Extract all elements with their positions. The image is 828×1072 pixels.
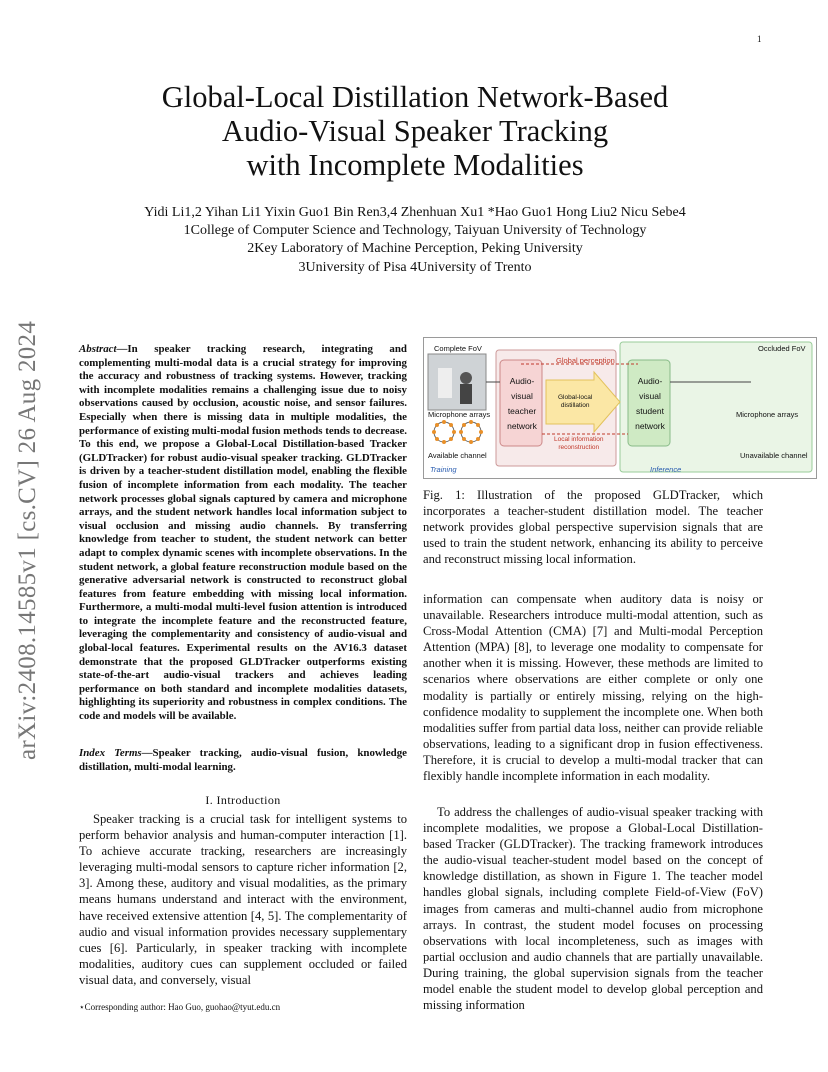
index-terms	[79, 747, 407, 774]
authors-line: Yidi Li1,2 Yihan Li1 Yixin Guo1 Bin Ren3,4 Zhenhuan Xu1 *Hao Guo1 Hong Liu2 Nicu Sebe4	[144, 205, 686, 220]
index-terms-text: —Speaker tracking, audio-visual fusion, knowledge distillation, multi-modal learning.	[79, 747, 407, 773]
page-number: 1	[757, 34, 762, 44]
index-terms-label: Index Terms	[79, 747, 142, 759]
teacher-label: Audio- visual teacher network	[507, 376, 537, 431]
person-head	[460, 372, 472, 384]
local-recon-label: Local information reconstruction	[554, 436, 604, 451]
mic-dots-left	[432, 420, 483, 444]
inference-label: Inference	[650, 465, 682, 474]
section-heading: I. Introduction	[205, 793, 281, 807]
figure-caption: Fig. 1: Illustration of the proposed GLDTracker, which incorporates a teacher-student distillation model. The teacher network provides global perspective supervision signals that are used to train the student network, enhancing its ability to perceive and reconstruct missing local information.	[423, 488, 763, 567]
arxiv-stamp: arXiv:2408.14585v1 [cs.CV] 26 Aug 2024	[14, 320, 41, 760]
occluded-fov-label: Occluded FoV	[758, 344, 806, 353]
training-label: Training	[430, 465, 457, 474]
figure-1	[423, 337, 817, 479]
abstract-text: —In speaker tracking research, integrating and complementing multi-modal data is a crucial strategy for improving the accuracy and robustness of tracking systems. However, tracking with incomplete modalities remains a challenging issue due to noisy observations caused by occlusion, acoustic noise, and sensor failures. Especially when there is missing data in multiple modalities, the performance of existing multi-modal fusion methods tends to decrease. To this end, we propose a Global-Local Distillation-based Tracker (GLDTracker) for robust audio-visual speaker tracking. GLDTracker is driven by a teacher-student distillation model, enabling the flexible fusion of incomplete information from each modality. The teacher network processes global signals captured by camera and microphone arrays, and the student network handles local information subject to visual occlusion and missing audio channels. By transferring knowledge from teacher to student, the student network can better adapt to complex dynamic scenes with incomplete observations. In the student network, a global feature reconstruction module based on the generative adversarial network is constructed to reconstruct global features from feature embedding with missing local information. Furthermore, a multi-modal multi-level fusion attention is introduced to integrate the incomplete feature and the reconstructed feature, leveraging the complementarity and consistency of audio-visual and global-local features. Experimental results on the AV16.3 dataset demonstrate that the proposed GLDTracker outperforms existing state-of-the-art audio-visual trackers and achieves leading performance on both standard and incomplete modalities datasets, highlighting its superiority and robustness in complex conditions. The code and models will be available.	[79, 343, 408, 723]
right-paragraph-2: To address the challenges of audio-visual speaker tracking with incomplete modalities, we propose a Global-Local Distillation-based Tracker (GLDTracker). The tracking framework introduces the audio-visual teacher-student model based on the concept of knowledge distillation, as shown in Figure 1. The teacher model handles global signals, including complete Field-of-View (FoV) images from cameras and multi-channel audio from microphone arrays. In contrast, the student model focuses on processing observations with local incompleteness, such as images with partial occlusion and audio channels that are partially unavailable. During training, the global supervision signals from the teacher model enable the student model to develop global perception and missing information	[423, 805, 763, 1013]
abstract	[79, 343, 407, 724]
student-label: Audio- visual student network	[635, 376, 665, 431]
available-channel-label: Available channel	[428, 451, 487, 460]
affiliation-2: 2Key Laboratory of Machine Perception, Peking University	[247, 241, 583, 257]
abstract-label: Abstract	[79, 343, 117, 355]
door-shape	[438, 368, 452, 398]
affiliation-1: 1College of Computer Science and Technology, Taiyuan University of Technology	[183, 223, 647, 239]
mic-left-label: Microphone arrays	[428, 410, 491, 419]
paper-title	[90, 80, 740, 182]
unavailable-channel-label: Unavailable channel	[740, 451, 808, 460]
person-body	[460, 384, 472, 404]
complete-fov-image	[428, 354, 486, 410]
title-line-2: Audio-Visual Speaker Tracking	[221, 114, 609, 148]
mic-right-label: Microphone arrays	[736, 410, 799, 419]
title-line-3: with Incomplete Modalities	[246, 148, 584, 182]
mic-arrays-left	[434, 422, 481, 442]
right-paragraph-1: information can compensate when auditory data is noisy or unavailable. Researchers introduce multi-modal attention, such as Cross-Modal Attention (CMA) [7] and Multi-modal Perception Attention (MPA) [8], to leverage one modality to compensate for another when it is missing. However, these methods are limited to scenarios where observations are either complete or only one modality is partially or entirely missing, relying on the high-confidence modality to supplement the incomplete one. When both modalities suffer from partial data loss, neither can provide reliable observations, leading to a significant drop in fusion effectiveness. Therefore, it is crucial to develop a multi-modal tracker that can flexibly handle incomplete information in each modality.	[423, 592, 763, 784]
authors-block	[60, 204, 770, 277]
title-line-1: Global-Local Distillation Network-Based	[161, 80, 669, 114]
footnote: ⋆Corresponding author: Hao Guo, guohao@tyut.edu.cn	[79, 1002, 281, 1012]
complete-fov-label: Complete FoV	[434, 344, 482, 353]
affiliation-3: 3University of Pisa 4University of Trento	[298, 259, 532, 275]
global-perception-label: Global perception	[556, 356, 615, 365]
intro-paragraph: Speaker tracking is a crucial task for intelligent systems to perform behavior analysis and human-computer interaction [1]. To achieve accurate tracking, researchers are increasingly leveraging multi-modal sensors to capture richer information [2, 3]. Among these, auditory and visual modalities, as the primary means humans understand and interact with the environment, have received extensive attention [4, 5]. The complementarity of audio and visual information provides necessary supplementary cues [6]. Particularly, in speaker tracking with incomplete modalities, auditory cues can supplement occluded or failed visual data, and conversely, visual	[79, 812, 407, 987]
distillation-label: Global-local distillation	[558, 394, 593, 409]
